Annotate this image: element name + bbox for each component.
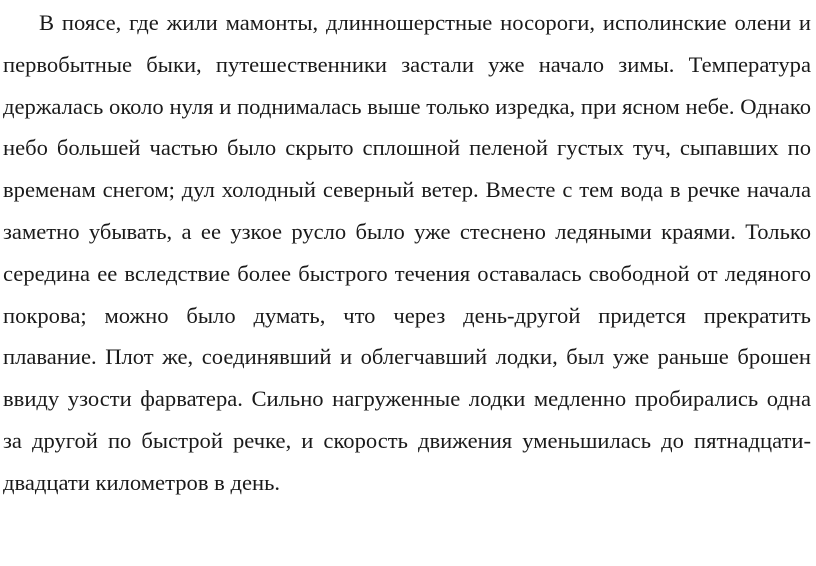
body-paragraph: В поясе, где жили мамонты, длинношерстные носороги, исполинские олени и первобытные быки, путешественники застали уже начало зимы. Температура держалась около нуля и поднималась выше только изредка, при ясном небе. Однако небо большей частью было скрыто сплошной пеленой густых туч, сыпавших по временам снегом; дул холодный северный ветер. Вместе с тем вода в речке начала заметно убывать, а ее узкое русло было уже стеснено ледяными краями. Только середина ее вследствие более быстрого течения оставалась свободной от ледяного покрова; можно было думать, что через день-другой придется прекратить плавание. Плот же, соединявший и облегчавший лодки, был уже раньше брошен ввиду узости фарватера. Сильно нагруженные лодки медленно пробирались одна за другой по быстрой речке, и скорость движения уменьшилась до пятнадцати-двадцати километров в день. bbox=[3, 10, 811, 495]
